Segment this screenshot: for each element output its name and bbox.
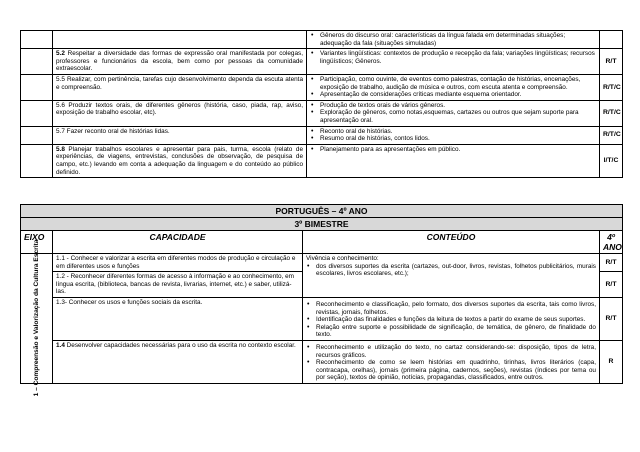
grade-cell: R/T	[600, 272, 623, 298]
list-item: • Produção de textos orais de vários gêneros.	[320, 102, 596, 110]
shared-conteudo-cell: Vivência e conhecimento: • dos diversos suportes da escrita (cartazes, out-door, livros, revistas, folhetos publicitários, murais escolares, livros escolares, etc.);	[303, 254, 600, 298]
list-item: • Resumo oral de histórias, contos lidos.	[320, 135, 596, 143]
list-item: • Reconhecimento e utilização do texto, no cartaz considerando-se: disposição, tipos de letra, recursos gráficos.	[316, 344, 596, 359]
grade-cell: R/T/C	[600, 74, 623, 100]
table-row: 1 – Compreensão e Valorização da Cultura Escrita 1.1 - Conhecer e valorizar a escrita em diferentes modos de produção e circulação e em diferentes usos e funções Vivência e conhecimento: • dos diversos suportes da escrita (cartazes, out-door, livros, revistas, folhetos publicitários, murais escolares, livros escolares, etc.); R/T	[21, 254, 623, 272]
table-row: 5.6 Produzir textos orais, de diferentes gêneros (história, caso, piada, rap, aviso, exposição de trabalho escolar, etc). • Produção de textos orais de vários gêneros. • Exploração de gêneros, como notas,esquemas, cartazes ou outros que sejam suporte para apresentação oral. R/T/C	[21, 100, 623, 126]
top-content-table	[20, 30, 623, 178]
table-title: PORTUGUÊS – 4º ANO	[21, 205, 623, 218]
table-row	[21, 31, 623, 49]
list-item: • Apresentação de considerações críticas mediante esquema orientador.	[320, 91, 596, 99]
list-item: • dos diversos suportes da escrita (cartazes, out-door, livros, revistas, folhetos publicitários, murais escolares, livros escolares, etc.);	[316, 263, 596, 278]
grade-cell: I/T/C	[600, 144, 623, 177]
column-header-conteudo: CONTEÚDO	[303, 231, 600, 254]
column-header-eixo: EIXO	[21, 231, 53, 254]
table-row: 5.5 Realizar, com pertinência, tarefas cujo desenvolvimento dependa da escuta atenta e compreensão. • Participação, como ouvinte, de eventos como palestras, contação de histórias, encenações, exposição de trabalho, audição de música e outros, com escuta atenta e compreensão. • Apresentação de considerações críticas mediante esquema orientador. R/T/C	[21, 74, 623, 100]
column-header-ano: 4º ANO	[600, 231, 623, 254]
list-item: • Variantes lingüísticas: contextos de produção e recepção da fala; variações lingüísticas; recursos lingüísticos; Gêneros.	[320, 50, 596, 65]
table-row: 5.7 Fazer reconto oral de histórias lidas. • Reconto oral de histórias. • Resumo oral de histórias, contos lidos. R/T/C	[21, 126, 623, 144]
list-item: • Gêneros do discurso oral: características da língua falada em determinadas situações; adequação da fala (situações simuladas)	[320, 32, 596, 47]
table-subtitle: 3º BIMESTRE	[21, 218, 623, 231]
eixo-label: 1 – Compreensão e Valorização da Cultura Escrita	[32, 240, 40, 397]
grade-cell: R/T	[600, 254, 623, 272]
list-item: • Planejamento para as apresentações em público.	[320, 146, 596, 154]
table-row: 1.4 Desenvolver capacidades necessárias para o uso da escrita no contexto escolar. • Reconhecimento e utilização do texto, no cartaz considerando-se: disposição, tipos de letra, recursos gráficos. • Reconhecimento de como se leem histórias em quadrinho, tirinhas, livros literários (capa, contracapa, orelhas), jornais (primeira página, cadernos, seções), revistas (índices por tema ou por seção), textos de opinião, notícias, propagandas, classificados, entre outros. R	[21, 340, 623, 383]
grade-cell: R/T/C	[600, 126, 623, 144]
list-item: • Relação entre suporte e possibilidade de significação, de temática, de gênero, de finalidade do texto.	[316, 324, 596, 339]
table-row: 1.3- Conhecer os usos e funções sociais da escrita. • Reconhecimento e classificação, pelo formato, dos diversos suportes da escrita, tais como livros, revistas, jornais, folhetos. • Identificação das finalidades e funções da leitura de textos a partir do exame de seus suportes. • Relação entre suporte e possibilidade de significação, de temática, de gênero, de finalidade do texto. R/T	[21, 297, 623, 340]
grade-cell: R	[600, 340, 623, 383]
column-header-capacidade: CAPACIDADE	[53, 231, 303, 254]
grade-cell: R/T/C	[600, 100, 623, 126]
list-item: • Exploração de gêneros, como notas,esquemas, cartazes ou outros que sejam suporte para apresentação oral.	[320, 109, 596, 124]
list-item: • Reconto oral de histórias.	[320, 128, 596, 136]
table-row: 5.2 Respeitar a diversidade das formas de expressão oral manifestada por colegas, professores e funcionários da escola, bem como por pessoas da comunidade extraescolar. • Variantes lingüísticas: contextos de produção e recepção da fala; variações lingüísticas; recursos lingüísticos; Gêneros. R/T	[21, 49, 623, 75]
list-item: • Identificação das finalidades e funções da leitura de textos a partir do exame de seus suportes.	[316, 316, 596, 324]
table-row: 5.8 Planejar trabalhos escolares e apresentar para pais, turma, escola (relato de experiências, de viagens, entrevistas, conclusões de observação, de pesquisa de campo, etc.) levando em conta a adequação da linguagem e do conteúdo ao público definido. • Planejamento para as apresentações em público. I/T/C	[21, 144, 623, 177]
list-item: • Participação, como ouvinte, de eventos como palestras, contação de histórias, encenações, exposição de trabalho, audição de música e outros, com escuta atenta e compreensão.	[320, 76, 596, 91]
grade-cell: R/T	[600, 297, 623, 340]
list-item: • Reconhecimento e classificação, pelo formato, dos diversos suportes da escrita, tais como livros, revistas, jornais, folhetos.	[316, 301, 596, 316]
eixo-cell	[21, 240, 53, 397]
grade-cell: R/T	[600, 49, 623, 75]
table-row: 1.2 - Reconhecer diferentes formas de acesso à informação e ao conhecimento, em língua escrita, (biblioteca, bancas de revista, livrarias, internet, etc.) e saber, utilizá-las. R/T	[21, 272, 623, 298]
curriculum-table	[20, 204, 623, 397]
list-item: • Reconhecimento de como se leem histórias em quadrinho, tirinhas, livros literários (capa, contracapa, orelhas), jornais (primeira página, cadernos, seções), revistas (índices por tema ou por seção), textos de opinião, notícias, propagandas, classificados, entre outros.	[316, 359, 596, 382]
header-row	[21, 231, 623, 254]
